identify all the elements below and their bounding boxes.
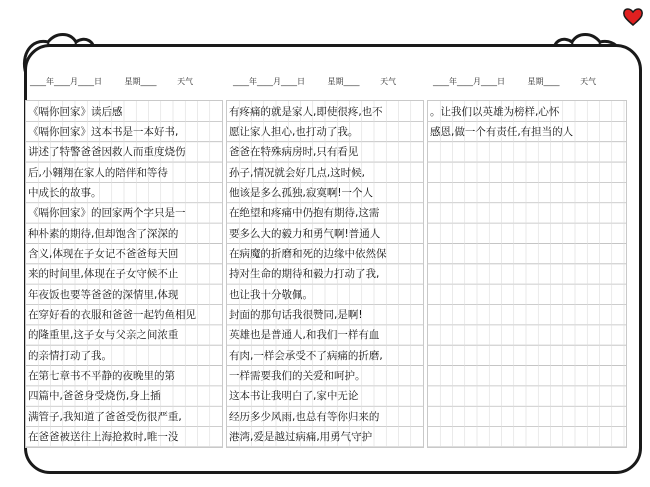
text-line <box>430 428 624 446</box>
text-line: 经历多少风雨,也总有等你归来的 <box>229 410 380 423</box>
text-line: 一样需要我们的关爱和呵护。 <box>229 370 366 383</box>
text-line: 有肉,一样会承受不了病痛的折磨, <box>229 349 383 362</box>
text-line: 的隆重里,这子女与父亲之间浓重 <box>28 329 179 342</box>
text-line: 孙子,情况就会好几点,这时候, <box>229 166 366 179</box>
text-line: 年夜饭也要等爸爸的深情里,体现 <box>28 288 179 301</box>
text-line: 在第七章书不平静的夜晚里的第 <box>28 370 175 383</box>
heart-icon <box>622 6 644 28</box>
date-header-3: ____年____月____日 星期____ 天气 <box>433 77 597 86</box>
text-line: 他该是多么孤独,寂寞啊!一个人 <box>229 186 374 199</box>
text-line: 在病魔的折磨和死的边缘中依然保 <box>229 247 387 260</box>
grid-column-2 <box>226 100 424 448</box>
text-line: 爸爸在特殊病房时,只有看见 <box>229 146 359 159</box>
grid-column-1 <box>25 100 223 448</box>
text-line: 《嗝你回家》的回家两个字只是一 <box>28 207 186 220</box>
text-line: 的亲情打动了我。 <box>28 349 112 362</box>
text-line <box>430 387 624 405</box>
text-line: 英雄也是普通人,和我们一样有血 <box>229 329 380 342</box>
text-line: 要多么大的毅力和勇气啊!普通人 <box>229 227 381 240</box>
text-line: 。让我们以英雄为榜样,心怀 <box>430 105 560 118</box>
text-line <box>430 326 624 344</box>
text-line <box>430 306 624 324</box>
date-header-2: ____年____月____日 星期____ 天气 <box>233 77 397 86</box>
text-line: 后,小翱翔在家人的陪伴和等待 <box>28 166 168 179</box>
text-line: 含义,体现在子女记不爸爸每天回 <box>28 247 179 260</box>
text-line: 讲述了特警爸爸因救人而重度烧伤 <box>28 146 186 159</box>
text-line <box>430 265 624 283</box>
text-line: 港湾,爱是越过病痛,用勇气守护 <box>229 431 373 444</box>
text-line <box>430 143 624 161</box>
text-line: 种朴素的期待,但却饱含了深深的 <box>28 227 179 240</box>
text-line: 中成长的故事。 <box>28 186 102 199</box>
text-line: 这本书让我明白了,家中无论 <box>229 390 359 403</box>
text-line: 来的时间里,体现在子女守候不止 <box>28 268 179 281</box>
text-line: 在穿好看的衣服和爸爸一起钓鱼相见 <box>28 309 196 321</box>
text-line: 在爸爸被送往上海抢救时,唯一没 <box>28 431 179 444</box>
text-line: 四篇中,爸爸身受烧伤,身上插 <box>28 390 161 403</box>
text-line <box>430 245 624 263</box>
text-line: 满管子,我知道了爸爸受伤很严重, <box>28 410 182 423</box>
text-line <box>430 347 624 365</box>
text-line: 感恩,做一个有责任,有担当的人 <box>430 125 574 138</box>
text-line: 《嗝你回家》这本书是一本好书, <box>28 125 179 138</box>
text-line <box>430 408 624 426</box>
text-line <box>430 367 624 385</box>
text-line <box>430 204 624 222</box>
text-line: 也让我十分敬佩。 <box>229 288 313 301</box>
text-line <box>430 184 624 202</box>
text-line: 愿让家人担心,也打动了我。 <box>229 125 359 138</box>
text-line: 持对生命的期待和毅力打动了我, <box>229 268 380 281</box>
text-line <box>430 225 624 243</box>
text-line: 有疼痛的就是家人,即使很疼,也不 <box>229 105 383 118</box>
text-line: 在绝望和疼痛中仍抱有期待,这需 <box>229 207 380 220</box>
grid-column-3 <box>427 100 627 448</box>
date-header-1: ____年____月____日 星期____ 天气 <box>30 77 194 86</box>
text-line <box>430 286 624 304</box>
text-line <box>430 164 624 182</box>
text-line: 《嗝你回家》读后感 <box>28 105 123 118</box>
text-line: 封面的那句话我很赞同,是啊! <box>229 309 363 321</box>
